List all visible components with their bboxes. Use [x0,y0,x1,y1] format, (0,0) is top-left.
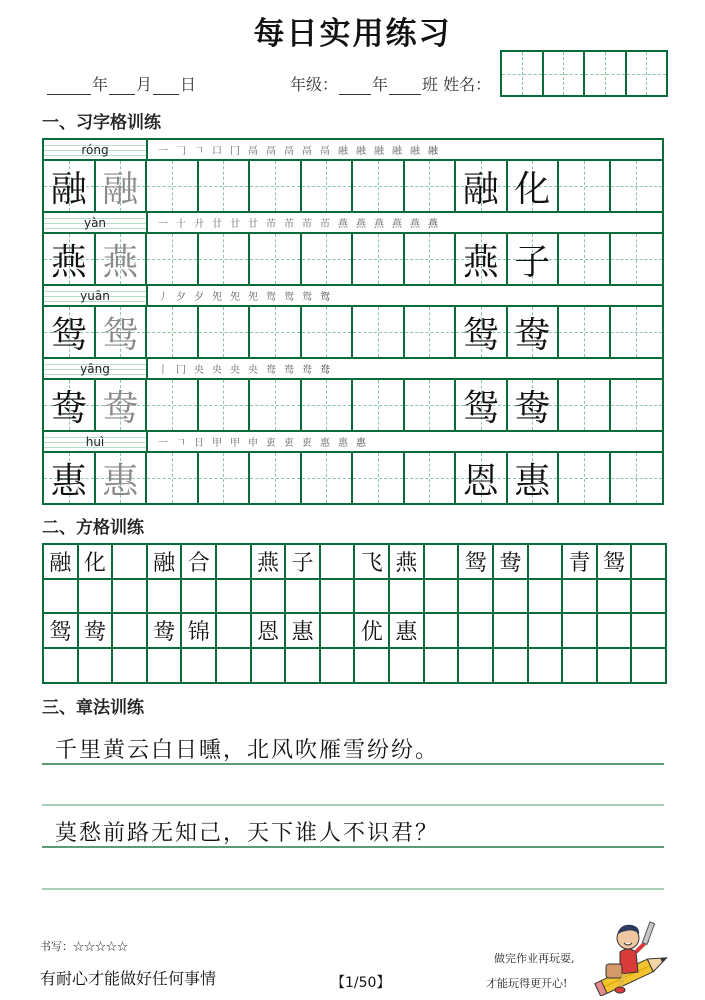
practice-cell[interactable] [559,161,611,211]
practice-cell[interactable] [302,161,354,211]
name-cell[interactable] [502,52,544,95]
name-label: 姓名： [443,75,492,94]
word-char-cell [508,453,560,503]
page-number: 【1/50】 [331,975,391,991]
stroke-step: 鬲 [320,146,330,157]
trace-char-cell [96,307,148,357]
poem-line-2: 莫愁前路无知己，天下谁人不识君？ [55,821,440,846]
word-char-cell: 鸳 [598,545,633,580]
stroke-step: 叀 [284,438,294,449]
fangge-row [44,614,667,649]
practice-cell[interactable] [217,649,252,684]
word-char-cell: 鸯 [79,614,114,649]
grade-label: 年级： [290,75,339,94]
trace-char-cell [96,380,148,430]
class-blank[interactable] [389,79,421,95]
practice-cell[interactable] [425,580,460,615]
section2-heading: 二、方格训练 [42,518,144,538]
stroke-step: 口 [212,146,222,157]
day-blank[interactable] [153,79,179,95]
character-row [44,234,662,286]
name-cell[interactable] [585,52,627,95]
word-char: 恩 [462,460,499,502]
practice-cell[interactable] [353,307,405,357]
character: 融 [102,168,139,210]
model-char-cell [44,234,96,284]
practice-cell[interactable] [199,234,251,284]
practice-cell[interactable] [611,307,662,357]
practice-cell[interactable] [147,161,199,211]
character: 燕 [102,241,139,283]
practice-cell[interactable] [217,545,252,580]
stroke-step: 鸯 [284,365,294,376]
practice-cell[interactable] [250,234,302,284]
stroke-step: 惠 [356,438,366,449]
stroke-step: 央 [230,365,240,376]
word-char-cell [508,161,560,211]
word-char-cell: 鸯 [494,545,529,580]
practice-cell[interactable] [611,453,662,503]
practice-cell[interactable] [353,380,405,430]
stroke-step: 日 [194,438,204,449]
fangge-row [44,545,667,580]
word-char-cell [508,380,560,430]
stroke-step: 燕 [428,219,438,230]
writing-line[interactable] [42,804,664,806]
slogan-line-1: 做完作业再玩耍, [494,952,575,965]
stroke-step: 鸯 [302,365,312,376]
word-char: 鸳 [462,387,499,429]
practice-cell[interactable] [405,380,457,430]
stroke-step: 廿 [212,219,222,230]
day-label: 日 [180,75,197,94]
practice-cell[interactable] [632,614,667,649]
word-char-cell: 锦 [182,614,217,649]
stroke-step: 十 [176,219,186,230]
practice-cell[interactable] [459,649,494,684]
practice-cell[interactable] [529,580,564,615]
pinyin-row [44,359,662,380]
stroke-step: 燕 [338,219,348,230]
practice-cell[interactable] [405,161,457,211]
practice-cell[interactable] [390,649,425,684]
character: 鸳 [102,314,139,356]
practice-cell[interactable] [563,580,598,615]
practice-cell[interactable] [321,580,356,615]
fangge-grid [42,543,667,684]
practice-cell[interactable] [559,234,611,284]
character: 燕 [50,241,87,283]
character: 鸯 [102,387,139,429]
fangge-row [44,580,667,615]
practice-cell[interactable] [632,649,667,684]
mascot-boy-on-pencil-icon [590,918,678,996]
pinyin-cell: huì [44,432,148,451]
practice-cell[interactable] [113,545,148,580]
stroke-step: 鸳 [320,292,330,303]
stroke-step: 芇 [284,219,294,230]
stroke-step: 申 [248,438,258,449]
practice-cell[interactable] [321,545,356,580]
practice-cell[interactable] [353,453,405,503]
stroke-step: 融 [356,146,366,157]
practice-cell[interactable] [113,649,148,684]
practice-cell[interactable] [425,614,460,649]
stroke-step: 廿 [230,219,240,230]
practice-cell[interactable] [425,649,460,684]
stroke-step: 芇 [266,219,276,230]
word-char-cell: 鸳 [44,614,79,649]
stroke-step: 𠃍 [194,146,204,157]
stroke-step: 央 [194,365,204,376]
stroke-step: 𠃌 [176,146,186,157]
stroke-step: 惠 [320,438,330,449]
practice-cell[interactable] [199,307,251,357]
fangge-row [44,649,667,684]
practice-cell[interactable] [611,380,662,430]
stroke-step: 鸯 [266,365,276,376]
stroke-order [148,213,662,232]
word-char-cell: 惠 [390,614,425,649]
practice-cell[interactable] [250,161,302,211]
practice-cell[interactable] [147,380,199,430]
practice-cell[interactable] [529,649,564,684]
section3-heading: 三、章法训练 [42,698,144,718]
practice-cell[interactable] [79,649,114,684]
stroke-step: 一 [158,438,168,449]
stroke-step: 廾 [194,219,204,230]
practice-cell[interactable] [147,307,199,357]
stroke-step: 央 [248,365,258,376]
model-char-cell [44,380,96,430]
stroke-step: 一 [158,219,168,230]
writing-line[interactable] [42,846,664,848]
word-char-cell: 飞 [355,545,390,580]
name-cell[interactable] [627,52,669,95]
word-char-cell [456,453,508,503]
practice-cell[interactable] [355,580,390,615]
writing-line[interactable] [42,763,664,765]
section1-heading: 一、习字格训练 [42,113,161,133]
stroke-step: 央 [212,365,222,376]
pinyin-cell: róng [44,140,148,159]
stroke-step: 燕 [356,219,366,230]
practice-cell[interactable] [353,161,405,211]
stroke-step: 廿 [248,219,258,230]
pinyin-cell: yāng [44,359,148,378]
stroke-step: 夕 [194,292,204,303]
practice-cell[interactable] [250,307,302,357]
practice-cell[interactable] [250,453,302,503]
character: 鸳 [50,314,87,356]
practice-cell[interactable] [598,614,633,649]
word-char-cell [508,307,560,357]
word-char-cell: 惠 [286,614,321,649]
stroke-step: 夗 [212,292,222,303]
stroke-step: 冂 [230,146,240,157]
stroke-step: 融 [374,146,384,157]
practice-cell[interactable] [405,453,457,503]
practice-cell[interactable] [321,649,356,684]
stroke-step: 鸳 [266,292,276,303]
name-cell[interactable] [544,52,586,95]
practice-cell[interactable] [321,614,356,649]
practice-cell[interactable] [529,614,564,649]
practice-cell[interactable] [598,649,633,684]
practice-cell[interactable] [252,580,287,615]
practice-cell[interactable] [286,649,321,684]
word-char-cell: 鸯 [148,614,183,649]
pinyin-row [44,432,662,453]
name-grid [500,50,668,97]
rating-stars[interactable]: ☆☆☆☆☆ [73,940,128,953]
pinyin-row [44,213,662,234]
practice-cell[interactable] [217,614,252,649]
character-row [44,453,662,505]
practice-cell[interactable] [611,161,662,211]
word-char-cell [456,307,508,357]
practice-cell[interactable] [559,307,611,357]
stroke-step: 叀 [266,438,276,449]
stroke-step: 融 [392,146,402,157]
stroke-step: 甲 [212,438,222,449]
stroke-step: 夕 [176,292,186,303]
word-char: 融 [462,168,499,210]
practice-cell[interactable] [302,234,354,284]
character: 鸯 [50,387,87,429]
model-char-cell [44,307,96,357]
stroke-step: 鸯 [320,365,330,376]
practice-cell[interactable] [79,580,114,615]
stroke-step: 鸳 [284,292,294,303]
stroke-order [148,359,662,378]
practice-cell[interactable] [405,307,457,357]
stroke-step: 燕 [374,219,384,230]
practice-cell[interactable] [425,545,460,580]
model-char-cell [44,453,96,503]
writing-line[interactable] [42,888,664,890]
practice-cell[interactable] [494,614,529,649]
trace-char-cell [96,234,148,284]
word-char-cell: 子 [286,545,321,580]
stroke-step: 燕 [410,219,420,230]
stroke-step: 鬲 [266,146,276,157]
word-char: 燕 [462,241,499,283]
pinyin-cell: yàn [44,213,148,232]
practice-cell[interactable] [390,580,425,615]
practice-cell[interactable] [632,545,667,580]
word-char: 鸯 [514,314,551,356]
word-char-cell: 合 [182,545,217,580]
practice-cell[interactable] [113,614,148,649]
stroke-step: 一 [158,146,168,157]
year-blank[interactable] [47,79,91,95]
stroke-order [148,140,662,159]
pinyin-row [44,140,662,161]
practice-cell[interactable] [147,234,199,284]
practice-cell[interactable] [529,545,564,580]
word-char-cell: 鸳 [459,545,494,580]
practice-cell[interactable] [44,649,79,684]
practice-cell[interactable] [611,234,662,284]
stroke-step: 甲 [230,438,240,449]
grade-year-blank[interactable] [339,79,371,95]
stroke-step: 融 [428,146,438,157]
practice-cell[interactable] [355,649,390,684]
pinyin-cell: yuān [44,286,148,305]
word-char: 鸳 [462,314,499,356]
rating-label: 书写： [40,940,73,953]
year-label: 年 [92,75,109,94]
practice-cell[interactable] [250,380,302,430]
character-row [44,161,662,213]
word-char-cell: 青 [563,545,598,580]
practice-cell[interactable] [286,580,321,615]
practice-cell[interactable] [494,580,529,615]
character-row [44,307,662,359]
stroke-order [148,286,662,305]
character: 惠 [102,460,139,502]
practice-cell[interactable] [459,614,494,649]
practice-cell[interactable] [148,649,183,684]
practice-cell[interactable] [563,614,598,649]
practice-cell[interactable] [44,580,79,615]
stroke-step: 叀 [302,438,312,449]
stroke-step: 融 [410,146,420,157]
word-char-cell [456,380,508,430]
stroke-step: 丨 [158,365,168,376]
pinyin-row [44,286,662,307]
word-char: 化 [514,168,551,210]
trace-char-cell [96,161,148,211]
stroke-step: 鬲 [284,146,294,157]
practice-cell[interactable] [559,380,611,430]
month-blank[interactable] [109,79,135,95]
trace-char-cell [96,453,148,503]
stroke-step: 芇 [302,219,312,230]
month-label: 月 [136,75,153,94]
stroke-step: 丿 [158,292,168,303]
word-char: 惠 [514,460,551,502]
practice-cell[interactable] [217,580,252,615]
stroke-step: 𠃍 [176,438,186,449]
word-char-cell: 燕 [390,545,425,580]
practice-cell[interactable] [459,580,494,615]
word-char-cell: 燕 [252,545,287,580]
model-char-cell [44,161,96,211]
word-char-cell: 恩 [252,614,287,649]
stroke-step: 夗 [248,292,258,303]
date-line [46,72,196,95]
stroke-step: 鸳 [302,292,312,303]
grade-line [290,72,491,95]
word-char-cell [508,234,560,284]
stroke-step: 融 [338,146,348,157]
word-char-cell: 融 [44,545,79,580]
tianzige-grid [42,138,664,505]
practice-cell[interactable] [302,307,354,357]
practice-cell[interactable] [405,234,457,284]
practice-cell[interactable] [199,453,251,503]
class-label: 班 [422,75,439,94]
word-char: 鸯 [514,387,551,429]
practice-cell[interactable] [199,161,251,211]
practice-cell[interactable] [353,234,405,284]
practice-cell[interactable] [113,580,148,615]
word-char: 子 [514,241,551,283]
practice-cell[interactable] [147,453,199,503]
stroke-step: 冂 [176,365,186,376]
character: 惠 [50,460,87,502]
slogan-line-2: 才能玩得更开心! [486,977,568,990]
stroke-order [148,432,662,451]
practice-cell[interactable] [148,580,183,615]
word-char-cell: 融 [148,545,183,580]
practice-cell[interactable] [559,453,611,503]
word-char-cell [456,161,508,211]
stroke-step: 鬲 [302,146,312,157]
character-row [44,380,662,432]
poem-line-1: 千里黄云白日曛，北风吹雁雪纷纷。 [55,738,440,763]
stroke-step: 夗 [230,292,240,303]
practice-cell[interactable] [182,649,217,684]
practice-cell[interactable] [252,649,287,684]
stroke-step: 燕 [392,219,402,230]
page-title: 每日实用练习 [253,16,452,52]
character: 融 [50,168,87,210]
stroke-step: 鬲 [248,146,258,157]
practice-cell[interactable] [182,580,217,615]
word-char-cell [456,234,508,284]
word-char-cell: 优 [355,614,390,649]
practice-cell[interactable] [494,649,529,684]
stroke-step: 芇 [320,219,330,230]
practice-cell[interactable] [302,380,354,430]
practice-cell[interactable] [302,453,354,503]
practice-cell[interactable] [598,580,633,615]
word-char-cell: 化 [79,545,114,580]
grade-year-label: 年 [372,75,389,94]
practice-cell[interactable] [199,380,251,430]
handwriting-rating [40,938,128,954]
practice-cell[interactable] [632,580,667,615]
stroke-step: 惠 [338,438,348,449]
motto: 有耐心才能做好任何事情 [40,969,217,988]
practice-cell[interactable] [563,649,598,684]
